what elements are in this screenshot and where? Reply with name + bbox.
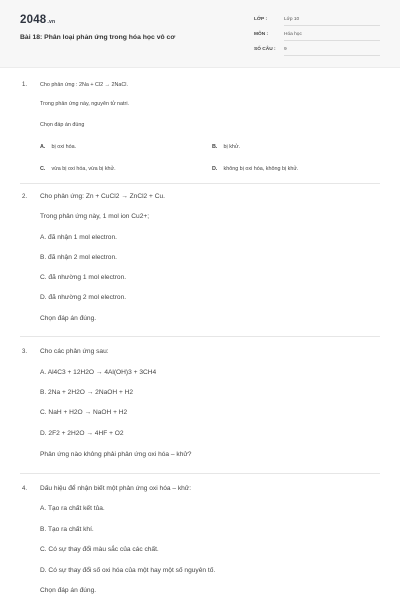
question-1-option-c[interactable] (40, 166, 116, 172)
question-4-stem: Dấu hiệu để nhận biết một phản ứng oxi hóa – khử: (40, 485, 192, 492)
question-1-stem: Cho phản ứng : 2Na + Cl2 → 2NaCl. (40, 82, 128, 88)
question-2-number: 2. (22, 194, 28, 200)
option-text: không bị oxi hóa, không bị khử. (223, 166, 299, 172)
question-4-option-a[interactable]: A. Tạo ra chất kết tủa. (40, 505, 105, 512)
question-2-prompt: Chọn đáp án đúng. (40, 315, 97, 322)
meta-subject-value: Hóa học (284, 32, 380, 41)
question-2-option-c[interactable]: C. đã nhường 1 mol electron. (40, 274, 127, 281)
logo-tld: .vn (47, 19, 56, 25)
logo-text: 2048 (20, 14, 47, 26)
question-1-option-b[interactable] (212, 144, 240, 150)
question-3-option-d[interactable]: D. 2F2 + 2H2O → 4HF + O2 (40, 430, 124, 437)
question-2-stem: Cho phản ứng: Zn + CuCl2 → ZnCl2 + Cu. (40, 193, 165, 200)
option-key: B. (212, 144, 218, 150)
meta-subject-label: MÔN : (254, 32, 269, 37)
divider (20, 473, 380, 474)
meta-count-label: SỐ CÂU : (254, 47, 276, 52)
page-title: Bài 18: Phân loại phản ứng trong hóa học vô cơ (20, 34, 176, 41)
question-3-prompt: Phản ứng nào không phải phản ứng oxi hóa – khử? (40, 451, 192, 458)
meta-class-label: LỚP : (254, 17, 268, 22)
question-3-option-c[interactable]: C. NaH + H2O → NaOH + H2 (40, 409, 128, 416)
meta-count-value: 9 (284, 47, 380, 56)
question-2-option-a[interactable]: A. đã nhận 1 mol electron. (40, 234, 117, 241)
question-2-option-b[interactable]: B. đã nhận 2 mol electron. (40, 254, 117, 261)
question-1-line: Trong phản ứng này, nguyên tử natri. (40, 101, 130, 107)
option-text: bị khử. (223, 144, 240, 150)
question-4-option-b[interactable]: B. Tạo ra chất khí. (40, 526, 94, 533)
meta-count (254, 46, 380, 58)
option-key: C. (40, 166, 46, 172)
question-2-line: Trong phản ứng này, 1 mol ion Cu2+; (40, 213, 150, 220)
option-key: A. (40, 144, 46, 150)
question-4-prompt: Chọn đáp án đúng. (40, 587, 97, 594)
question-3-option-a[interactable]: A. Al4C3 + 12H2O → 4Al(OH)3 + 3CH4 (40, 369, 157, 376)
question-4-option-d[interactable]: D. Có sự thay đổi số oxi hóa của một hay một số nguyên tố. (40, 567, 216, 574)
question-4-number: 4. (22, 486, 28, 492)
question-3-option-b[interactable]: B. 2Na + 2H2O → 2NaOH + H2 (40, 389, 134, 396)
page-header (0, 0, 400, 68)
site-logo[interactable] (20, 14, 55, 26)
question-2-option-d[interactable]: D. đã nhường 2 mol electron. (40, 294, 127, 301)
question-4-option-c[interactable]: C. Có sự thay đổi màu sắc của các chất. (40, 546, 159, 553)
divider (20, 336, 380, 337)
question-1-number: 1. (22, 82, 28, 88)
option-key: D. (212, 166, 218, 172)
question-1-prompt: Chọn đáp án đúng (40, 122, 85, 128)
meta-subject (254, 31, 380, 43)
question-3-number: 3. (22, 349, 28, 355)
meta-class-value: Lớp 10 (284, 17, 380, 26)
question-1-option-d[interactable] (212, 166, 298, 172)
option-text: vừa bị oxi hóa, vừa bị khử. (51, 166, 116, 172)
meta-class (254, 16, 380, 28)
option-text: bị oxi hóa. (51, 144, 77, 150)
question-1-option-a[interactable] (40, 144, 76, 150)
divider (20, 183, 380, 184)
question-3-stem: Cho các phản ứng sau: (40, 348, 109, 355)
